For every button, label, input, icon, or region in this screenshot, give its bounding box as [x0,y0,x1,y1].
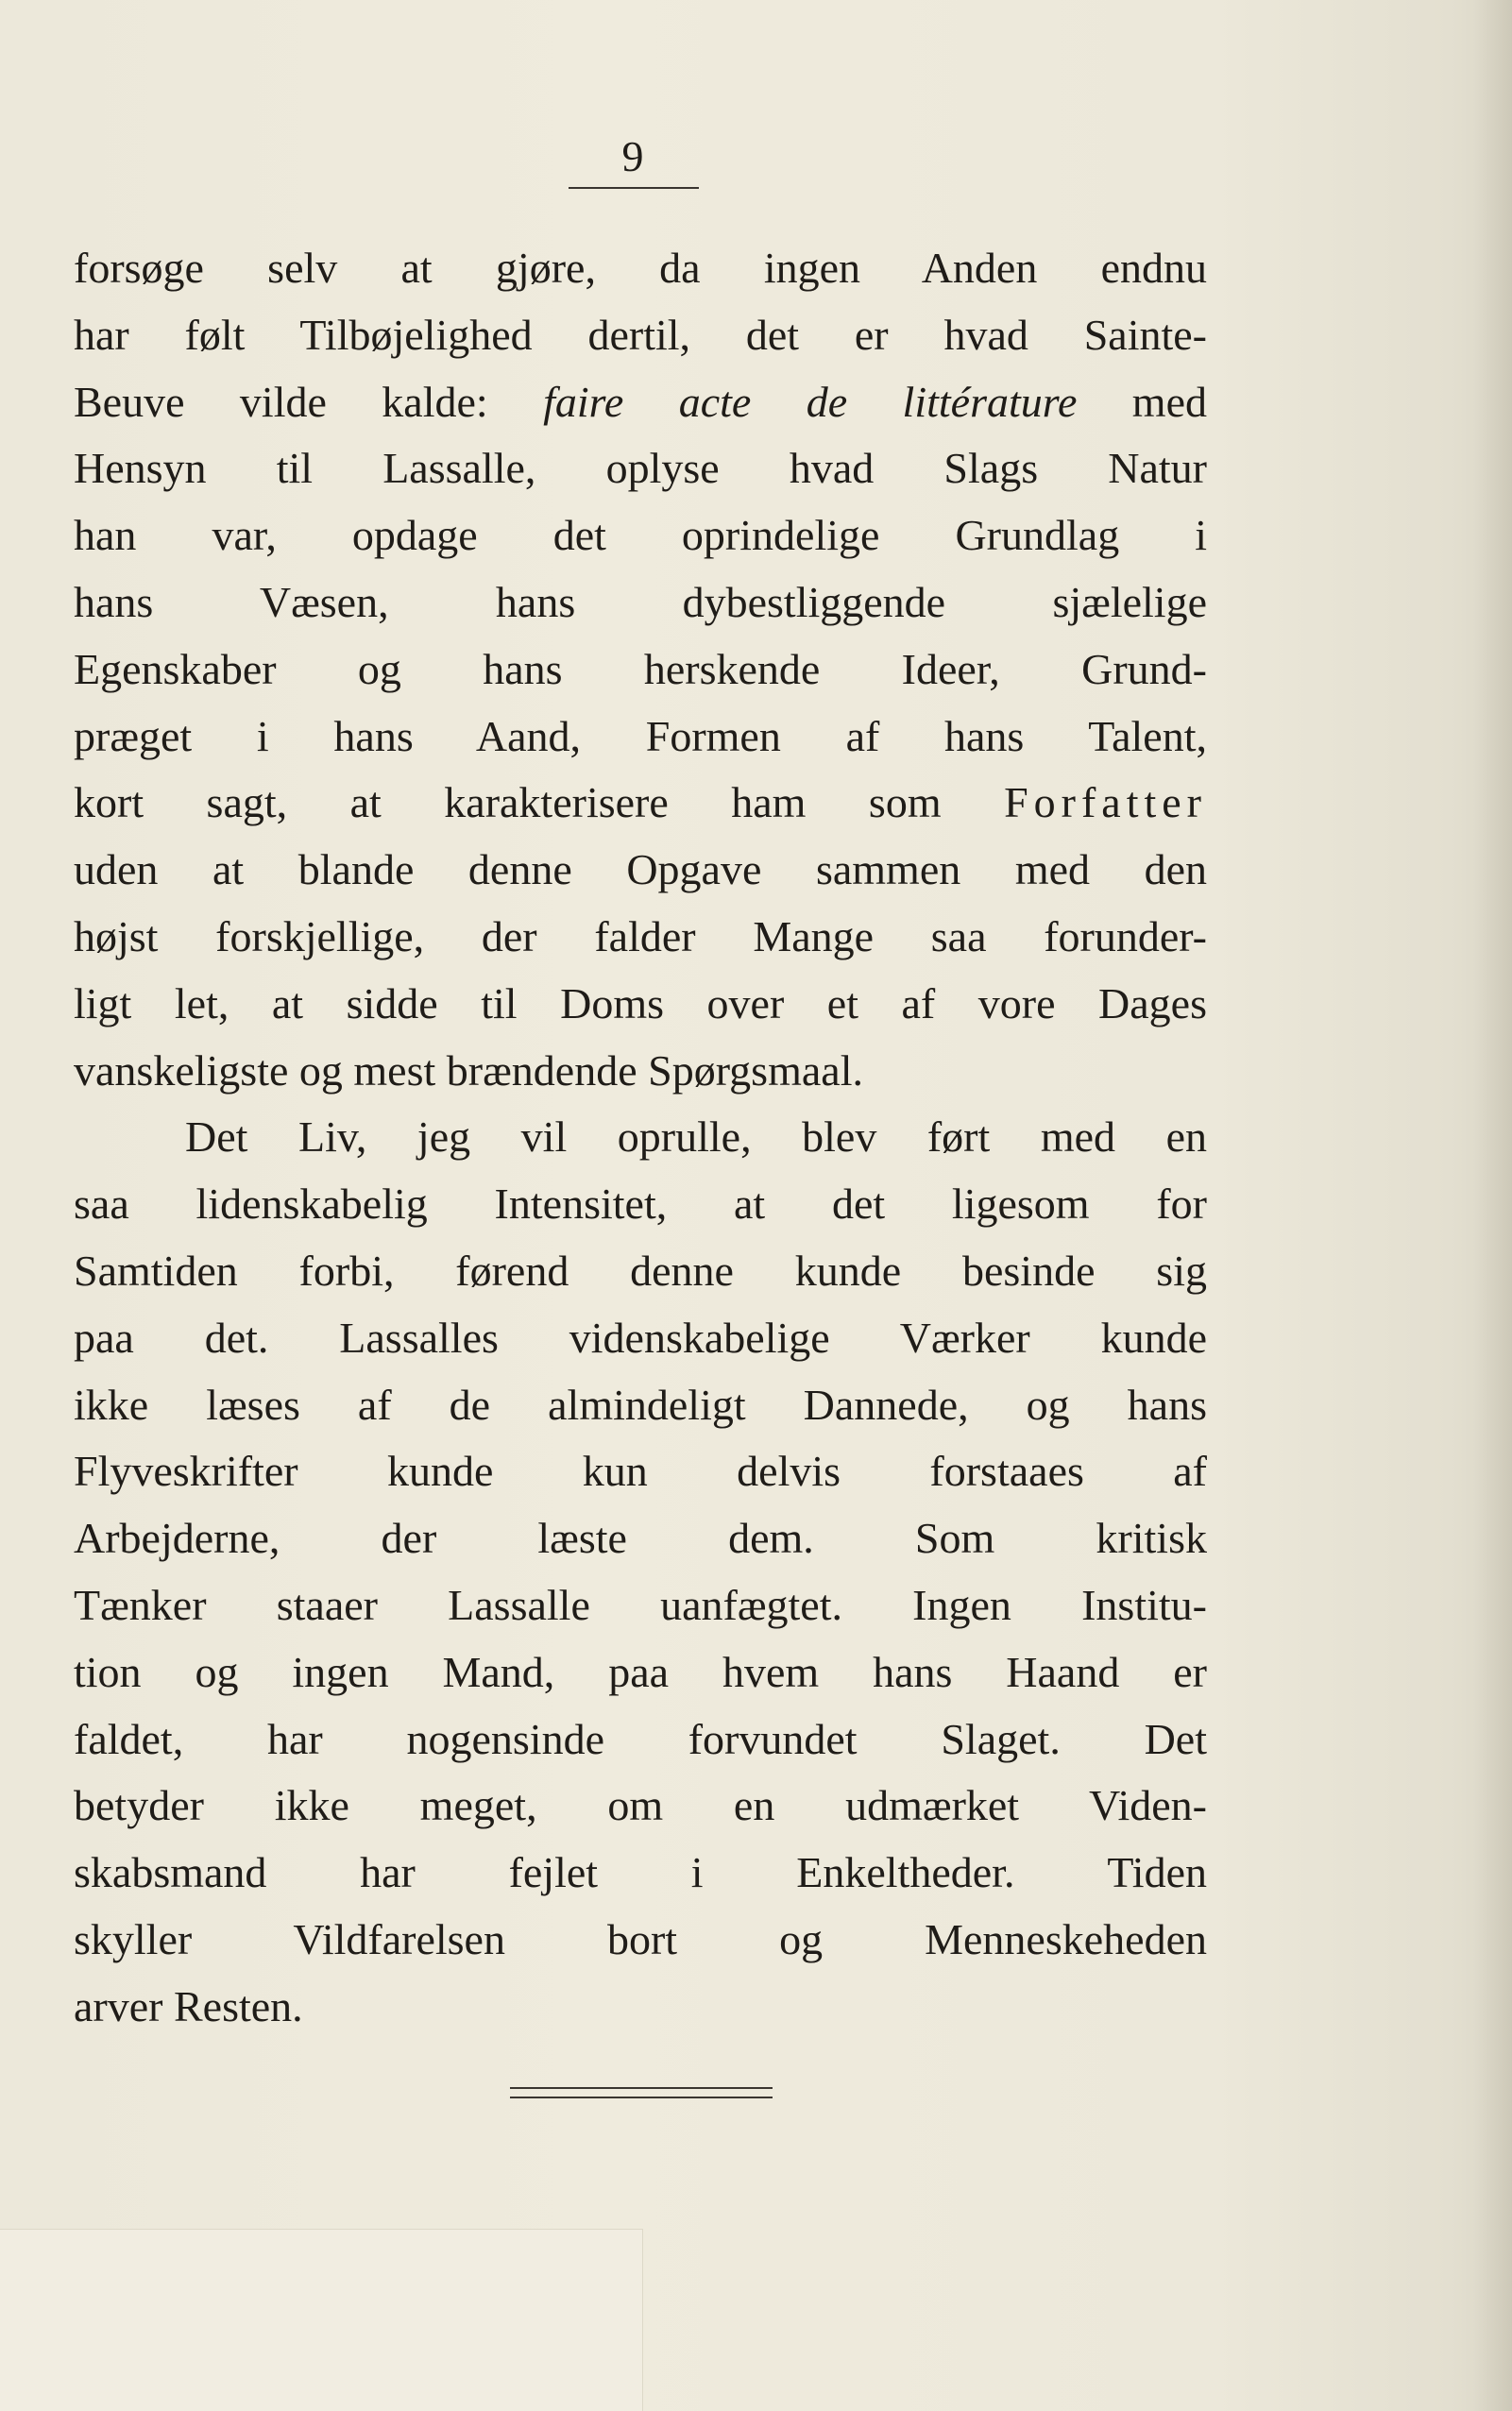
text-line: præget i hans Aand, Formen af hans Talent, [74,711,1207,760]
text-line: Tænker staaer Lassalle uanfægtet. Ingen Institu- [74,1580,1207,1629]
text-line: faldet, har nogensinde forvundet Slaget. Det [74,1714,1207,1763]
paragraph-start-line: Det Liv, jeg vil oprulle, blev ført med en [185,1112,1207,1162]
text-line-spaced [74,778,1207,845]
text-line: ligt let, at sidde til Doms over et af vore Dages [74,978,1207,1027]
text-line: forsøge selv at gjøre, da ingen Anden endnu [74,244,1207,292]
text-line-with-italic [74,378,1207,445]
text-line: uden at blande denne Opgave sammen med den [74,845,1207,894]
end-rule [510,2087,773,2089]
paper-patch [0,2229,643,2411]
text-line: han var, opdage det oprindelige Grundlag i [74,511,1207,560]
text-line: Arbejderne, der læste dem. Som kritisk [74,1514,1207,1563]
text-segment: kort sagt, at karakterisere ham som [74,778,1005,827]
end-rule [510,2097,773,2098]
text-segment: med [1077,377,1207,426]
text-line: tion og ingen Mand, paa hvem hans Haand er [74,1647,1207,1696]
text-line: hans Væsen, hans dybestliggende sjælelige [74,577,1207,626]
text-line: højst forskjellige, der falder Mange saa forunder- [74,911,1207,960]
page-number: 9 [621,132,644,180]
italic-phrase: faire acte de littérature [543,377,1078,426]
text-line: arver Resten. [74,1981,303,2030]
text-line: ikke læses af de almindeligt Dannede, og hans [74,1380,1207,1429]
text-line: Hensyn til Lassalle, oplyse hvad Slags Natur [74,444,1207,493]
text-line: paa det. Lassalles videnskabelige Værker kunde [74,1313,1207,1362]
text-line: har følt Tilbøjelighed dertil, det er hvad Sainte- [74,310,1207,359]
text-line: vanskeligste og mest brændende Spørgsmaal. [74,1045,863,1095]
text-line: Samtiden forbi, førend denne kunde besinde sig [74,1246,1207,1295]
text-line: skabsmand har fejlet i Enkeltheder. Tiden [74,1848,1207,1897]
page-edge-shadow [1474,0,1512,2411]
text-line: betyder ikke meget, om en udmærket Viden- [74,1781,1207,1830]
spaced-word: Forfatter [1004,778,1207,827]
body-text [74,244,1207,2049]
page-number-rule [569,187,699,189]
text-line: Egenskaber og hans herskende Ideer, Grund- [74,644,1207,693]
text-line: saa lidenskabelig Intensitet, at det ligesom for [74,1180,1207,1229]
text-line: Flyveskrifter kunde kun delvis forstaaes af [74,1447,1207,1496]
text-line: skyller Vildfarelsen bort og Menneskeheden [74,1914,1207,1963]
text-segment: Beuve vilde kalde: [74,377,544,426]
